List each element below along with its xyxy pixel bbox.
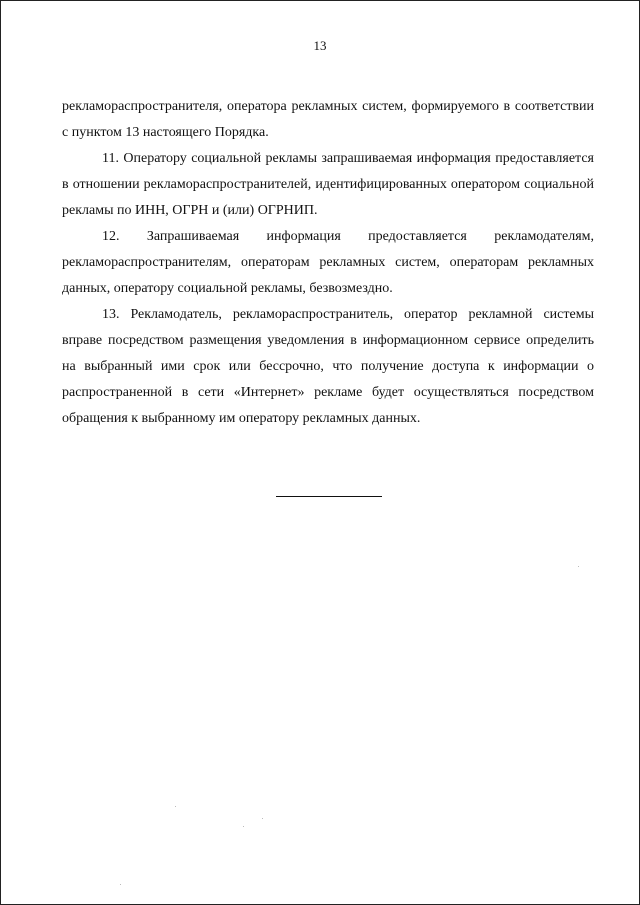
paragraph-continuation: рекламораспространителя, оператора рекламных систем, формируемого в соответствии с пунктом 13 настоящего Порядка. — [62, 99, 594, 140]
scan-speck — [120, 884, 121, 885]
page-border-top — [0, 0, 640, 1]
page-border-left — [0, 0, 1, 905]
paragraph-13: 13. Рекламодатель, рекламораспространитель, оператор рекламной системы вправе посредством размещения уведомления в информационном сервисе определить на выбранный ими срок или бессрочно, что получение доступа к информации о распространенной в сети «Интернет» рекламе будет осуществляться посредством обращения к выбранному им оператору рекламных данных. — [62, 307, 594, 426]
paragraph-11: 11. Оператору социальной рекламы запрашиваемая информация предоставляется в отношении рекламораспространителей, идентифицированных оператором социальной рекламы по ИНН, ОГРН и (или) ОГРНИП. — [62, 151, 594, 218]
end-separator-line — [276, 496, 382, 497]
scan-speck — [243, 826, 244, 827]
scan-speck — [578, 566, 579, 567]
document-body — [62, 94, 594, 432]
paragraph-12: 12. Запрашиваемая информация предоставляется рекламодателям, рекламораспространителям, операторам рекламных систем, операторам рекламных данных, оператору социальной рекламы, безвозмездно. — [62, 229, 594, 296]
page-number: 13 — [313, 38, 327, 53]
scan-speck — [175, 806, 176, 807]
scan-speck — [262, 818, 263, 819]
